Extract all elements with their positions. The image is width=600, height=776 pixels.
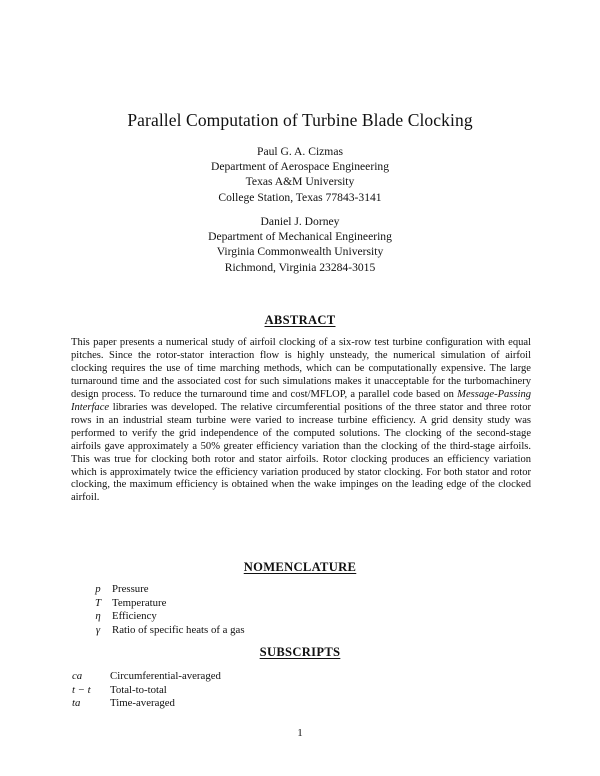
nomenclature-list	[84, 583, 245, 637]
subscript-definition: Circumferential-averaged	[110, 670, 221, 682]
author-institution: Virginia Commonwealth University	[216, 245, 384, 259]
author-name: Daniel J. Dorney	[260, 215, 340, 228]
nomenclature-definition: Ratio of specific heats of a gas	[112, 623, 245, 636]
author-block-2	[0, 214, 600, 275]
nomenclature-symbol: T	[94, 596, 101, 609]
nomenclature-item	[84, 624, 245, 638]
nomenclature-definition: Efficiency	[112, 610, 157, 623]
abstract-text: This paper presents a numerical study of airfoil clocking of a six-row test turbine configuration with equal pitches. Since the rotor-stator interaction flow is highly unsteady, the numerical simulation of airfoil clocking requires the use of time marching methods, which can be computationally expensive. The large turnaround time and the associated cost for such simulations makes it unacceptable for the turbomachinery design process. To reduce the turnaround time and cost/MFLOP, a parallel code based on	[71, 337, 531, 400]
subscript-item	[72, 670, 221, 684]
author-name: Paul G. A. Cizmas	[257, 145, 343, 158]
subscripts-heading: SUBSCRIPTS	[259, 645, 341, 659]
subscript-symbol: ta	[72, 697, 81, 710]
nomenclature-definition: Pressure	[112, 583, 149, 595]
nomenclature-item	[84, 597, 245, 611]
author-address: College Station, Texas 77843-3141	[218, 190, 382, 204]
abstract-text: libraries was developed. The relative circumferential positions of the three stator and three rotor rows in an industrial steam turbine were varied to increase turbine efficiency. A grid density study was performed to verify the grid independence of the computed solutions. The clocking of the second-stage airfoils gave approximately a 50% greater efficiency variation than the clocking of the third-stage airfoils. This was true for clocking both rotor and stator airfoils. Rotor clocking produces an efficiency variation which is approximately twice the efficiency variation produced by stator clocking. For both stator and rotor clocking, the maximum efficiency is obtained when the wake impinges on the leading edge of the clocked airfoil.	[71, 401, 531, 504]
author-department: Department of Aerospace Engineering	[210, 160, 390, 174]
abstract-body	[71, 337, 531, 505]
nomenclature-definition: Temperature	[112, 596, 167, 609]
subscript-item	[72, 697, 221, 711]
author-block-1	[0, 144, 600, 205]
author-institution: Texas A&M University	[245, 175, 355, 189]
author-address: Richmond, Virginia 23284-3015	[224, 260, 376, 274]
subscript-symbol: ca	[72, 670, 83, 682]
subscript-definition: Time-averaged	[110, 697, 175, 710]
nomenclature-heading: NOMENCLATURE	[243, 560, 357, 574]
abstract-heading: ABSTRACT	[264, 313, 336, 327]
subscript-item	[72, 684, 221, 698]
nomenclature-symbol: γ	[95, 623, 101, 636]
nomenclature-symbol: η	[95, 610, 101, 623]
nomenclature-symbol: p	[95, 583, 101, 595]
nomenclature-item	[84, 610, 245, 624]
nomenclature-item	[84, 583, 245, 597]
paper-title: Parallel Computation of Turbine Blade Clocking	[127, 110, 473, 130]
subscript-definition: Total-to-total	[110, 683, 167, 696]
page-number: 1	[297, 727, 303, 739]
abstract-emphasis: Message-Passing Interface	[71, 388, 531, 413]
subscripts-list	[72, 670, 221, 711]
subscript-symbol: t − t	[72, 683, 91, 696]
author-department: Department of Mechanical Engineering	[208, 230, 392, 244]
